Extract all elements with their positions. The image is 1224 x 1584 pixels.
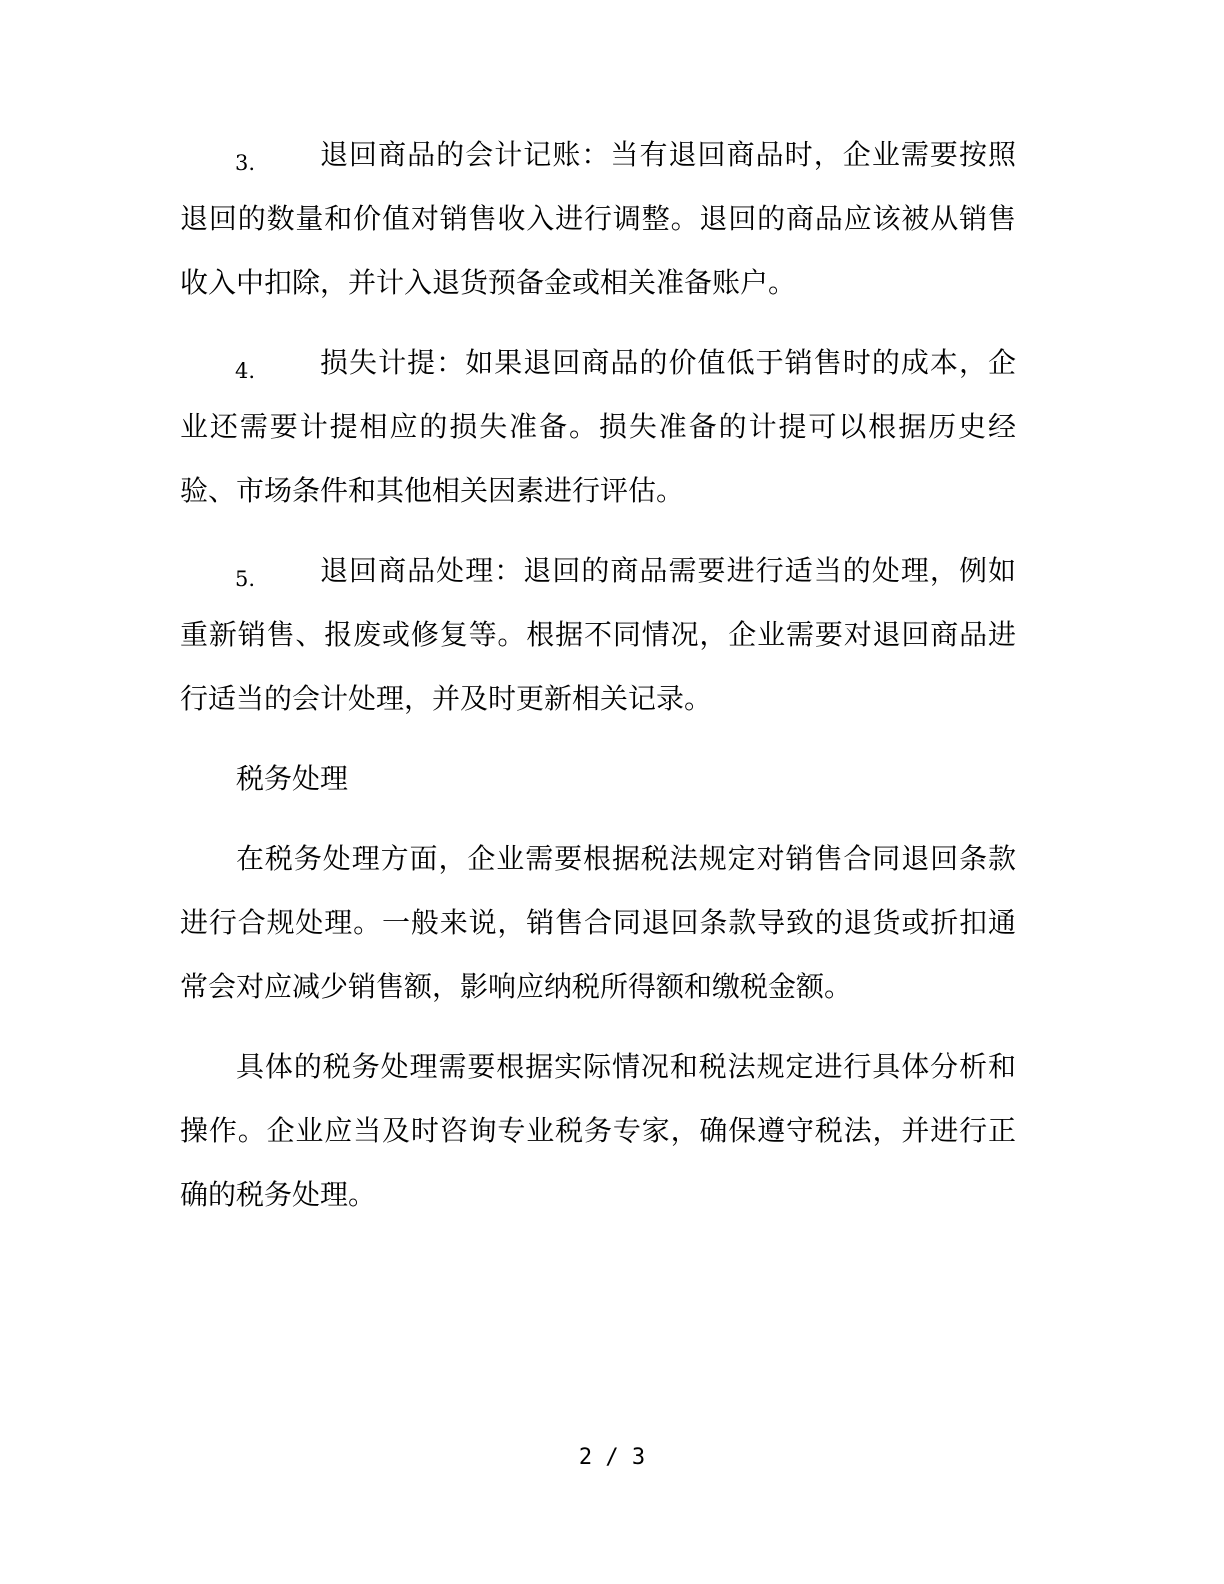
list-item-5 — [180, 539, 1016, 731]
list-number: 5. — [235, 567, 256, 591]
page-content — [180, 123, 1016, 1243]
list-item-text: 退回商品的会计记账：当有退回商品时，企业需要按照退回的数量和价值对销售收入进行调整。退回的商品应该被从销售收入中扣除，并计入退货预备金或相关准备账户。 — [180, 138, 1016, 299]
paragraph: 在税务处理方面，企业需要根据税法规定对销售合同退回条款进行合规处理。一般来说，销售合同退回条款导致的退货或折扣通常会对应减少销售额，影响应纳税所得额和缴税金额。 — [180, 842, 1016, 1003]
list-number: 4. — [235, 359, 256, 383]
paragraph: 具体的税务处理需要根据实际情况和税法规定进行具体分析和操作。企业应当及时咨询专业税务专家，确保遵守税法，并进行正确的税务处理。 — [180, 1050, 1016, 1211]
list-item-text: 损失计提：如果退回商品的价值低于销售时的成本，企业还需要计提相应的损失准备。损失准备的计提可以根据历史经验、市场条件和其他相关因素进行评估。 — [180, 346, 1016, 507]
list-item-3 — [180, 123, 1016, 315]
section-heading: 税务处理 — [236, 762, 349, 795]
list-item-4 — [180, 331, 1016, 523]
page-number: 2 / 3 — [578, 1445, 646, 1470]
list-item-text: 退回商品处理：退回的商品需要进行适当的处理，例如重新销售、报废或修复等。根据不同情况，企业需要对退回商品进行适当的会计处理，并及时更新相关记录。 — [180, 554, 1016, 715]
list-number: 3. — [235, 151, 256, 175]
